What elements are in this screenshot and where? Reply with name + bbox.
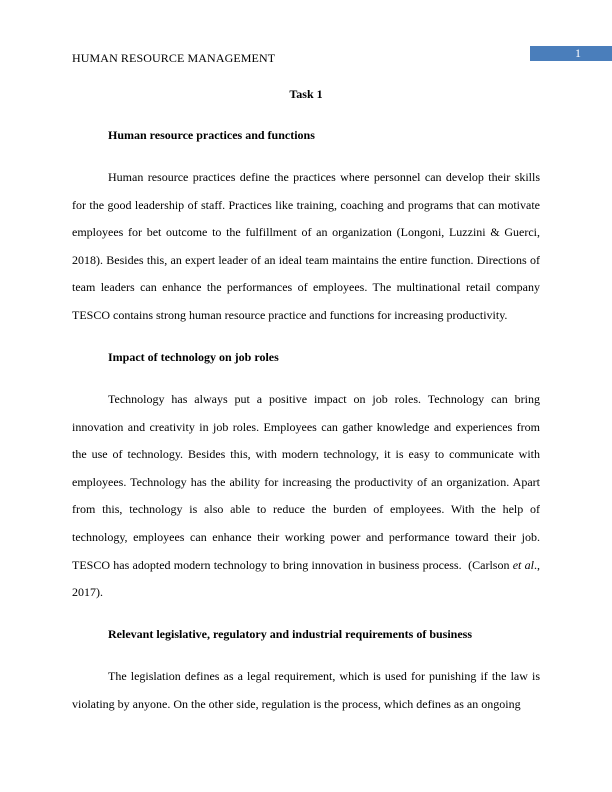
- paragraph-hr-practices: Human resource practices define the practices where personnel can develop their skills for the good leadership of staff. Practices like training, coaching and programs that can motivate employees for bet outcome to the fulfillment of an organization (Longoni, Luzzini & Guerci, 2018). Besides this, an expert leader of an ideal team maintains the entire function. Directions of team leaders can enhance the performances of employees. The multinational retail company TESCO contains strong human resource practice and functions for increasing productivity.: [72, 170, 540, 322]
- citation-author: (Carlson: [468, 557, 513, 572]
- section-heading-legislation: Relevant legislative, regulatory and industrial requirements of business: [108, 627, 473, 641]
- citation-etal: et al: [512, 557, 534, 572]
- page-number: 1: [575, 46, 581, 60]
- section-heading-technology: Impact of technology on job roles: [108, 350, 279, 364]
- task-title: Task 1: [289, 87, 323, 101]
- paragraph-legislation: The legislation defines as a legal requirement, which is used for punishing if the law is violating by anyone. On the other side, regulation is the process, which defines as an ongoing: [72, 669, 540, 711]
- paragraph-technology-text: Technology has always put a positive impact on job roles. Technology can bring innovation and creativity in job roles. Employees can gather knowledge and experiences from the use of technology. Besides this, with modern technology, it is easy to communicate with employees. Technology has the ability for increasing the productivity of an organization. Apart from this, technology is also able to reduce the burden of employees. With the help of technology, employees can enhance their working power and performance toward their job. TESCO has adopted modern technology to bring innovation in business process.: [72, 392, 540, 572]
- page-number-box: [530, 46, 612, 61]
- running-head: HUMAN RESOURCE MANAGEMENT: [72, 51, 276, 65]
- paragraph-technology: [72, 386, 540, 607]
- citation-end: ., 2017).: [72, 557, 540, 600]
- section-heading-hr-practices: Human resource practices and functions: [108, 128, 315, 142]
